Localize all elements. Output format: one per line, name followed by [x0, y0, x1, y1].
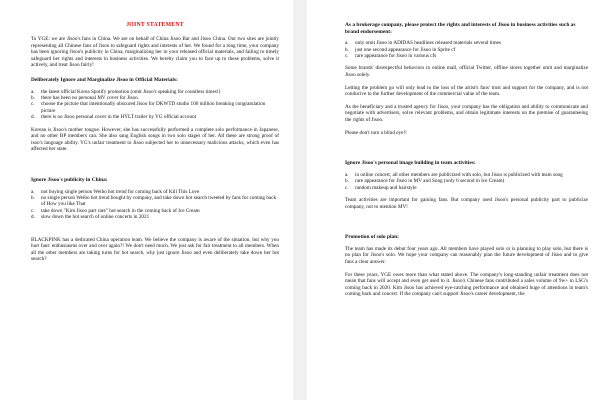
publicity-list: [31, 189, 279, 221]
list-item: a. in online concert, all other members are publicized with solo, but Jisoo is publicized with team song: [345, 171, 563, 178]
list-item: a. not buying single person Weibo hot trend for coming back of Kill This Love: [31, 188, 200, 195]
solo-paragraph: The team has made its debut four years ago. All members have played solo or is planning to play solo, but there is no plan for Jisoo's solo. We hope your company can reasonably plan the future development of Jisoo and to give fans a clear answer.: [345, 245, 588, 265]
list-item: c. take down "Kim Jisoo part rare" hot search in the coming back of Ice Cream: [31, 207, 200, 214]
list-item: b. just one second appearance for Jisoo in Sprite cf: [345, 46, 456, 53]
document-title: JOINT STATEMENT: [126, 22, 184, 28]
blind-eye-line: Please don't turn a blind eye!!: [345, 129, 407, 136]
brands-list: [345, 40, 588, 59]
intro-paragraph: To YGE: we are Jisoo's fans in China. We are on behalf of China Jisoo Bar and Jisoo China. Our two sites are jointly representing all Chinese fans of Jisoo to safeguard rights and interests of her. We found for a long time, your company has been ignoring Jisoo's publicity in China, marginalizing her in your released official materials, and failing to timely safeguard her rights and interests in business activities. We hereby claim you to face up to these problems, solve it actively, and treat Jisoo fairly!: [31, 36, 279, 69]
team-list: [345, 172, 588, 191]
left-page: [0, 0, 293, 400]
section-heading-brands: As a brokerage company, please protect the rights and interests of Jisoo in business activities such as brand endorsement:: [345, 22, 576, 35]
list-item: c. random makeup and hairstyle: [345, 184, 417, 191]
list-item: b. no single person Weibo hot trend bought by company, and take down hot search tweeted by fans for coming back of How you like That: [31, 194, 277, 208]
section-heading-publicity: Ignore Jisoo's publicity in China:: [31, 176, 108, 183]
list-item: d. there is no Jisoo personal cover in the HYLT trailer by YG official account: [31, 114, 197, 121]
team-activities-paragraph: Team activities are important for gaining fans. But company used Jisoo's personal publicity part to publicize company, not to mention MV!: [345, 196, 588, 210]
china-team-paragraph: BLACKPINK has a dedicated China operation team. We believe the company is aware of the situation, but why you hurt fans' enthusiasms over and over again?! We don't need much. We just ask for fair treatment to all members. When all the other members are taking turns for hot search, why just ignore Jisoo and even deliberately take down her hot search?: [31, 236, 279, 263]
list-item: d. slow down the hot search of online concerts in 2021: [31, 214, 150, 221]
page-gutter: [293, 0, 307, 400]
section-heading-materials: Deliberately Ignore and Marginalize Jisoo in Official Materials:: [31, 76, 178, 83]
language-paragraph: Korean is Jisoo's mother tongue. However, she has successfully performed a complete solo performance in Japanese, and no other BP members can. She also sang English songs in two solo stages of her. All these are strong proof of isoo's language ability. YG's unfair treatment to Jisoo subjected her to unnecessary malicious attacks, which even has affected her state.: [31, 126, 279, 153]
list-item: c. rare appearance for Jisoo in various cfs: [345, 53, 437, 59]
list-item: c. choose the picture that intentionally obscured Jisoo for DKWTD studio 100 million breaking congratulation picture: [31, 101, 266, 114]
section-heading-team: Ignore Jisoo's personal image building in team activities:: [345, 160, 476, 167]
trust-paragraph: Letting the problem go will only lead to the loss of the artist's fans' trust and support for the company, and is not conducive to the further development of the commercial value of the team.: [345, 84, 588, 98]
section-heading-solo: Promotion of solo plan:: [345, 234, 399, 241]
list-item: b. rare appearance for Jisoo in MV and Song (only 6 second in Ice Cream): [345, 178, 505, 185]
list-item: a. the latest official Korea Spotify promotion (omit Jisoo's speaking for countless times!): [31, 88, 221, 95]
list-item: a. only omit Jisoo in ADIDAS headlines released materials several times: [345, 40, 501, 47]
beneficiary-paragraph: As the beneficiary and a trusted agency for Jisoo, your company has the obligation and ability to communicate and negotiate with advertisers, solve relevant problems, and obtain legitimate interests on the premise of guaranteeing the rights of Jisoo.: [345, 103, 588, 123]
brands-paragraph: Some brands' disrespectful behaviors in online mall, official Twitter, offline stores together omit and marginalize Jisoo solely.: [345, 65, 588, 78]
right-page: [307, 0, 600, 400]
owes-paragraph: For these years, YGE owes more than what stated above. The company's long-standing unfair treatment does not mean that fans will accept and even get used to it. Jisoo's Chinese fans contributed a sales volume of 9w+ in LSG's coming back in 2020. Kim Jisoo has achieved eye-catching performance and obtained huge of attentions in team's coming back and concert. If the company can't support Jisoo's career development, the: [345, 271, 588, 298]
materials-list: [31, 89, 279, 121]
list-item: b. there has been no personal MV cover for Jisoo.: [31, 94, 140, 101]
